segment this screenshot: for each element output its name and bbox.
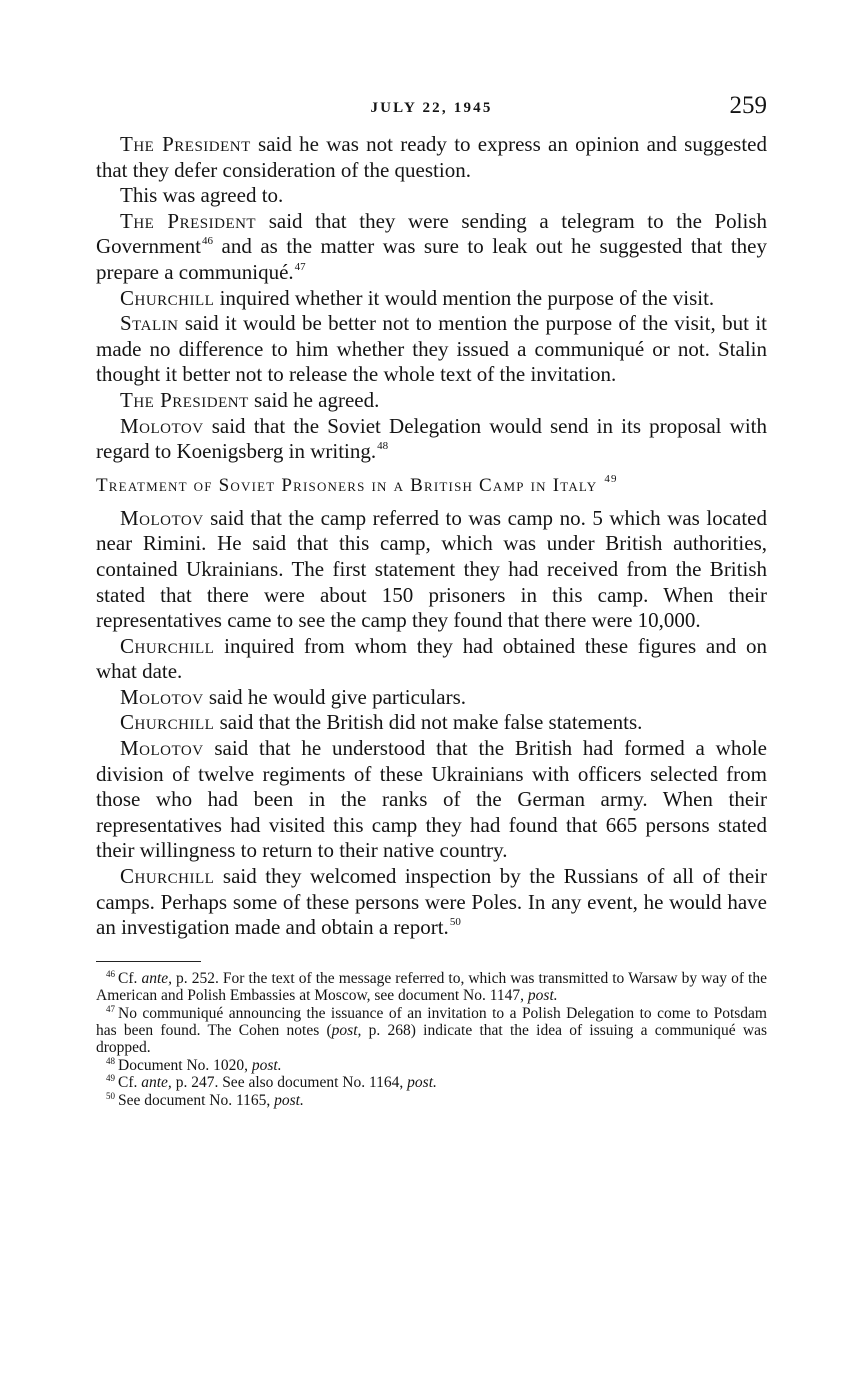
body-text-bottom bbox=[96, 506, 767, 941]
section-heading bbox=[96, 474, 767, 498]
speaker: Churchill bbox=[120, 633, 215, 658]
footnote-italic: post. bbox=[527, 987, 558, 1005]
paragraph bbox=[96, 685, 767, 711]
footnote-italic: post. bbox=[274, 1091, 304, 1109]
footnote-number: 50 bbox=[106, 1090, 115, 1101]
speaker: Molotov bbox=[120, 736, 204, 761]
footnote-number: 46 bbox=[106, 968, 115, 979]
paragraph-text: said he would give particulars. bbox=[203, 684, 466, 709]
speaker: Molotov bbox=[120, 413, 204, 438]
footnote-text: p. 247. See also document No. 1164, bbox=[171, 1074, 408, 1092]
paragraph-text: said that the Soviet Delegation would send in its proposal with regard to Koenigsberg in writing. bbox=[96, 413, 767, 464]
footnote-italic: ante, bbox=[141, 969, 172, 987]
footnote-ref: 50 bbox=[449, 916, 461, 929]
document-page bbox=[96, 92, 768, 1109]
footnote-ref: 47 bbox=[294, 260, 306, 273]
paragraph-text: inquired from whom they had obtained these figures and on what date. bbox=[96, 633, 767, 684]
paragraph-text: inquired whether it would mention the purpose of the visit. bbox=[214, 285, 715, 310]
footnote-italic: post, bbox=[331, 1022, 362, 1040]
paragraph bbox=[96, 864, 767, 941]
paragraph-text: said they welcomed inspection by the Russians of all of their camps. Perhaps some of these persons were Poles. In any event, he would have an investigation made and obtain a report. bbox=[96, 864, 767, 940]
paragraph bbox=[96, 414, 767, 465]
footnote-ref: 46 bbox=[201, 235, 213, 248]
footnote-ref: 49 bbox=[604, 472, 618, 485]
page-header bbox=[96, 92, 767, 132]
speaker: Molotov bbox=[120, 684, 204, 709]
footnote-ref: 48 bbox=[377, 440, 389, 453]
speaker: The President bbox=[120, 132, 251, 156]
footnote-text: p. 268) indicate that the idea of issuing a communiqué was dropped. bbox=[96, 1022, 768, 1057]
footnote bbox=[96, 1005, 767, 1057]
footnote-text: p. 252. For the text of the message referred to, which was transmitted to Warsaw by way of the American and Polish Embassies at Moscow, see document No. 1147, bbox=[96, 969, 767, 1005]
body-text-top bbox=[96, 132, 767, 465]
page-number: 259 bbox=[729, 92, 767, 119]
speaker: Molotov bbox=[120, 505, 204, 530]
paragraph-text: said he was not ready to express an opinion and suggested that they defer consideration of the question. bbox=[96, 132, 767, 182]
footnote-text: See document No. 1165, bbox=[118, 1091, 275, 1109]
footnotes bbox=[96, 970, 767, 1109]
footnote-number: 49 bbox=[106, 1073, 115, 1084]
running-head: JULY 22, 1945 bbox=[370, 100, 493, 116]
paragraph-text: said that the British did not make false statements. bbox=[214, 710, 643, 735]
section-title: Treatment of Soviet Prisoners in a British Camp in Italy bbox=[96, 474, 598, 496]
footnote-italic: post. bbox=[407, 1074, 437, 1092]
footnote-number: 48 bbox=[106, 1055, 115, 1066]
paragraph bbox=[96, 132, 767, 183]
footnote bbox=[96, 1057, 767, 1074]
paragraph bbox=[96, 286, 767, 312]
paragraph-text: This was agreed to. bbox=[120, 183, 284, 208]
footnote-italic: post. bbox=[251, 1056, 282, 1074]
footnote-text: Document No. 1020, bbox=[118, 1056, 252, 1074]
paragraph bbox=[96, 736, 767, 864]
paragraph-text: said that the camp referred to was camp no. 5 which was located near Rimini. He said that this camp, which was under British authorities, contained Ukrainians. The first statement they had received from the British stated that there were about 150 prisoners in this camp. When their representatives came to see the camp they found that there were 10,000. bbox=[96, 505, 767, 633]
footnote-number: 47 bbox=[106, 1003, 115, 1014]
paragraph bbox=[96, 388, 767, 414]
paragraph bbox=[96, 209, 767, 286]
footnote bbox=[96, 1074, 767, 1091]
paragraph bbox=[96, 311, 767, 388]
footnote-text: No communiqué announcing the issuance of an invitation to a Polish Delegation to come to Potsdam has been found. The Cohen notes ( bbox=[96, 1004, 767, 1040]
paragraph-text: said that they were sending a telegram to the Polish Government bbox=[96, 208, 768, 259]
footnote bbox=[96, 970, 767, 1005]
paragraph-text: and as the matter was sure to leak out he suggested that they prepare a communiqué. bbox=[96, 234, 767, 284]
paragraph bbox=[96, 710, 767, 736]
paragraph bbox=[96, 506, 767, 634]
footnote-italic: ante, bbox=[141, 1074, 172, 1092]
footnote bbox=[96, 1092, 767, 1109]
speaker: Churchill bbox=[120, 864, 215, 889]
speaker: Churchill bbox=[120, 285, 215, 310]
paragraph-text: said that he understood that the British had formed a whole division of twelve regiments of these Ukrainians with officers selected from those who had been in the ranks of the German army. When their representatives had visited this camp they had found that 665 persons stated their willingness to return to their native country. bbox=[96, 736, 767, 863]
speaker: Stalin bbox=[120, 311, 179, 336]
footnote-text: Cf. bbox=[118, 969, 142, 987]
footnote-text: Cf. bbox=[118, 1074, 142, 1092]
paragraph-text: said it would be better not to mention the purpose of the visit, but it made no difference to him whether they issued a communiqué or not. Stalin thought it better not to release the whole text of the invitation. bbox=[96, 311, 767, 387]
paragraph bbox=[96, 183, 767, 209]
paragraph bbox=[96, 634, 767, 685]
speaker: The President bbox=[120, 387, 249, 412]
footnote-divider bbox=[96, 961, 201, 962]
speaker: The President bbox=[120, 208, 257, 233]
paragraph-text: said he agreed. bbox=[248, 387, 380, 412]
speaker: Churchill bbox=[120, 710, 215, 735]
